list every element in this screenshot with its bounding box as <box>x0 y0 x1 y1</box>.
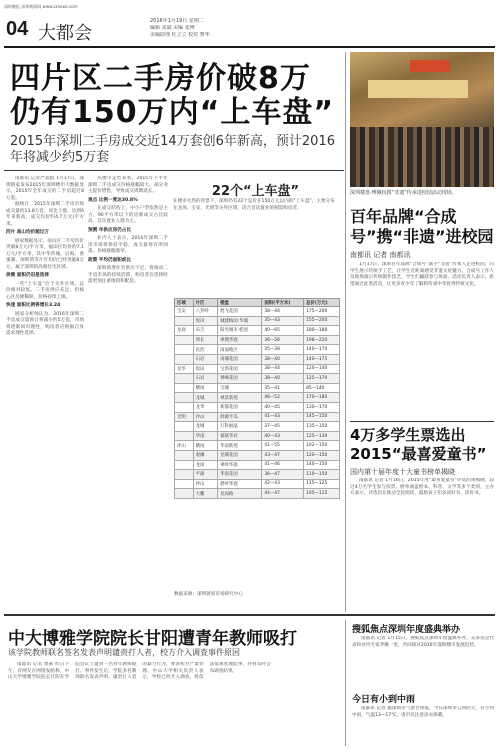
box-title: 22个“上车盘” <box>211 184 300 199</box>
subheading: 观点 比例一度达30.8% <box>88 197 138 203</box>
table-header-row <box>175 299 340 307</box>
table-cell: 140—170 <box>304 345 340 355</box>
right-story2-subhead: 国内第十届年度十大童书榜单揭晓 <box>350 468 455 476</box>
paragraph: 据统计，2015年深圳二手房市场成交量约13.8万套，同比上涨，达到6年来新高，成交均价约4.7万元/平方米。 <box>6 202 84 227</box>
table-cell: 140—175 <box>304 354 340 364</box>
bottom-section-rule <box>4 614 495 616</box>
table-cell: 38—40 <box>262 374 304 384</box>
table-cell: 南面地区 <box>218 345 262 355</box>
table-cell: 大鹏 <box>193 489 218 499</box>
table-cell: 华南花园 <box>218 470 262 480</box>
bottom-column-rule <box>345 620 346 746</box>
paragraph: 链家数据显示，南山区二手房均价突破8万元/平方米，福田区均价约7.1万元/平方米，其中华侨城、后海、香蜜湖、深圳湾等片区均价已经突破8万元，属于深圳的高端住宅区域。 <box>6 238 84 270</box>
table-cell: 坂田 <box>193 316 218 326</box>
right-story4-body <box>352 706 494 746</box>
table-cell: 旭飞花园 <box>218 307 262 317</box>
table-cell: 85—140 <box>304 383 340 393</box>
table-cell: 布吉 <box>193 326 218 336</box>
table-note: 数据来源：深圳链家市场研究中心 <box>174 592 243 597</box>
table-cell <box>175 422 194 432</box>
table-cell: 石岩 <box>193 354 218 364</box>
table-row <box>175 441 340 451</box>
right-story1-headline: 百年品牌“合成号”携“非遗”进校园 <box>350 207 494 246</box>
paragraph: 一些“上车盘”位于关外区域，总价相对较低。二手房供应充足，但核心区房源稀缺，价格持续上涨。 <box>6 281 84 300</box>
table-row <box>175 335 340 345</box>
table-cell: 145—150 <box>304 412 340 422</box>
right-story3-body <box>352 636 494 688</box>
table-cell: 平湖 <box>193 470 218 480</box>
paragraph: 南都讯 记者 据深圳市气象台预报，今日深圳多云到阴天，有小到中雨，气温13—17℃，请市民注意添衣保暖。 <box>352 706 494 718</box>
article-column-1 <box>6 176 84 616</box>
news-photo <box>350 52 494 187</box>
table-body <box>175 307 340 499</box>
table-cell: 135—150 <box>304 422 340 432</box>
table-cell: 宝湾花园 <box>218 364 262 374</box>
table-cell <box>175 335 194 345</box>
edit-line: 编辑 宋斌 美编 张博 <box>150 25 195 31</box>
table-cell: 40—45 <box>262 402 304 412</box>
table-row <box>175 383 340 393</box>
table-cell: 37—45 <box>262 422 304 432</box>
table-row <box>175 307 340 317</box>
table-cell: 43—47 <box>262 450 304 460</box>
table-cell: 38—44 <box>262 307 304 317</box>
table-cell: 41—55 <box>262 441 304 451</box>
listing-table <box>174 298 340 499</box>
table-cell: 44—47 <box>262 489 304 499</box>
table-cell: 龙岗路 <box>218 489 262 499</box>
right-story4-headline: 今日有小到中雨 <box>352 695 416 705</box>
table-cell: 35—43 <box>262 316 304 326</box>
paragraph: 深圳新增住宅供应不足，将推动二手房市场的持续活跃，购房者在选择时需更加注重地段和配套。 <box>88 266 168 284</box>
table-cell <box>175 374 194 384</box>
table-cell: 40—65 <box>262 326 304 336</box>
bottom-headline: 中大博雅学院院长甘阳遭青年教师吸打 <box>8 629 297 649</box>
table-header-cell: 总价(万元) <box>304 299 340 307</box>
bottom-subhead: 该学院教师联名签名发表声明谴责打人者，校方介入调查事件原因 <box>8 648 240 657</box>
table-cell: 42—43 <box>262 479 304 489</box>
subheading: 快速 面积比例将增长3.24 <box>6 303 61 308</box>
header-rule <box>4 46 495 48</box>
table-cell <box>175 316 194 326</box>
table-cell <box>175 450 194 460</box>
table-cell: 坪山 <box>175 441 194 451</box>
table-cell: 125—170 <box>304 374 340 384</box>
table-cell: 36—56 <box>262 335 304 345</box>
table-cell: 35—41 <box>262 383 304 393</box>
table-cell: 宝城 <box>218 383 262 393</box>
right-story2-body <box>350 478 494 588</box>
table-cell: 175—200 <box>304 307 340 317</box>
table-cell: 40—43 <box>262 431 304 441</box>
table-cell: 坪山 <box>193 412 218 422</box>
table-cell: 41—46 <box>262 460 304 470</box>
table-cell <box>175 460 194 470</box>
right-divider-1 <box>350 421 494 422</box>
table-row <box>175 326 340 336</box>
table-cell: 龙城花园 <box>218 450 262 460</box>
table-cell: 130—170 <box>304 402 340 412</box>
table-row <box>175 460 340 470</box>
top-strip: 深圳晚报 深圳新闻网 www.sznews.com <box>4 4 78 9</box>
headline-line-1: 四片区二手房价破8万 <box>10 61 311 96</box>
table-row <box>175 422 340 432</box>
date-line: 2016年1月19日 星期二 <box>150 18 204 24</box>
table-row <box>175 393 340 403</box>
table-cell: 嘉联华府 <box>218 431 262 441</box>
table-cell: 翠岭华庭 <box>218 460 262 470</box>
table-cell: 周长 <box>193 335 218 345</box>
right-story1-subhead: 南都讯 记者 南都讯 <box>350 251 411 259</box>
table-cell: 南城花园 <box>218 354 262 364</box>
table-cell: 石岩 <box>193 374 218 384</box>
table-header-cell: 区域 <box>175 299 194 307</box>
table-cell: 龙城 <box>193 422 218 432</box>
table-cell: 龙岗 <box>193 460 218 470</box>
subheading: 政策 平均仍面积或比 <box>88 257 131 263</box>
table-row <box>175 412 340 422</box>
table-cell: 120—140 <box>304 364 340 374</box>
table-cell: 110—150 <box>304 470 340 480</box>
table-cell: 碧岭华庭 <box>218 479 262 489</box>
table-cell: 115—125 <box>304 479 340 489</box>
byline-paragraph: 南都讯 记者严超群 1月17日，深圳链家发布2015年深圳楼市大数据显示，2015年全年成交的二手房超过8万套。 <box>6 176 84 201</box>
section-number: 04 <box>6 18 29 40</box>
paragraph: 南都讯 记者 樊莉 昨日下午，有网友在网络发帖称，中山大学博雅学院院长甘阳在学院会议上遭到一名青年教师殴打。事件发生后，学院多名教师联名发表声明，谴责打人者的暴力行为，要求校方严肃处理。中山大学相关负责人表示，学校已经介入调查，将依法依规处理此事，并将及时公布调查结果。 <box>8 662 271 680</box>
table-cell <box>175 383 194 393</box>
right-story1-body <box>350 262 494 418</box>
paragraph: 业内人士表示，2016年深圳二手房市场将保持平稳，成交量将有所回落，价格涨幅收窄。 <box>88 236 168 254</box>
subheading: 供需 面积仍旧是选择 <box>6 273 49 278</box>
table-cell: 41—43 <box>262 412 304 422</box>
table-cell: 华南 <box>193 431 218 441</box>
table-cell: 龙华 <box>175 364 194 374</box>
lead-divider <box>4 170 344 171</box>
table-cell: 龙城 <box>193 393 218 403</box>
table-cell: 38—40 <box>262 354 304 364</box>
table-cell <box>175 431 194 441</box>
headline-line-2: 仍有150万内“上车盘” <box>10 95 335 130</box>
table-cell <box>175 470 194 480</box>
table-cell <box>175 489 194 499</box>
table-row <box>175 374 340 384</box>
right-story3-headline: 搜狐焦点深圳年度盛典举办 <box>352 625 461 635</box>
table-cell: 翠拥华庭 <box>218 335 262 345</box>
table-cell: 城建梅园·华城 <box>218 316 262 326</box>
proof-line: 美编助理 杜立立 校对 曹华 <box>150 32 210 38</box>
table-cell: 180—188 <box>304 326 340 336</box>
table-header-cell: 楼盘 <box>218 299 262 307</box>
table-row <box>175 345 340 355</box>
box-intro: 在楼市火热的背景下，深圳仍有22个总价在150万元以内的“上车盘”，主要分布在龙岗、宝安、光明等关外区域，适合首次置业的刚需购房者。 <box>173 199 335 211</box>
table-row <box>175 450 340 460</box>
table-cell: 观澜 <box>193 450 218 460</box>
table-cell: 龙岗 <box>175 326 194 336</box>
table-cell: 155—200 <box>304 316 340 326</box>
paragraph: 南都讯 记者 1月15日，搜狐焦点深圳年度盛典举办，众多房企代表和业内专家齐聚一堂，共同探讨2016年深圳楼市发展趋势。 <box>352 636 494 648</box>
table-cell: 民治 <box>193 345 218 355</box>
table-cell: 36—47 <box>262 470 304 480</box>
table-cell: 125—130 <box>304 431 340 441</box>
table-cell: 102—150 <box>304 441 340 451</box>
table-header-cell: 面积(平方米) <box>262 299 304 307</box>
table-row <box>175 479 340 489</box>
table-cell: 140—150 <box>304 460 340 470</box>
table-cell: 198—220 <box>304 335 340 345</box>
table-cell: 105—115 <box>304 489 340 499</box>
table-header-cell: 片区 <box>193 299 218 307</box>
bottom-story-body <box>8 662 338 746</box>
table-cell: 万科丽晶 <box>218 422 262 432</box>
subheading: 预测 年供应房仍占比 <box>88 227 131 233</box>
table-row <box>175 470 340 480</box>
photo-crowd <box>350 127 494 187</box>
table-cell: 横岗 <box>193 383 218 393</box>
table-row <box>175 354 340 364</box>
paragraph: 在成交结构上，中小户型依然是主力，90平方米以下的房源成交占比较高，首次置业人群为主。 <box>88 206 168 224</box>
table-cell: 坪山 <box>193 479 218 489</box>
table-cell: 横岗 <box>193 441 218 451</box>
table-cell: 华南新苑 <box>218 441 262 451</box>
table-cell: 120—150 <box>304 450 340 460</box>
table-cell: 宝安 <box>175 307 194 317</box>
paragraph: 南都讯 记者 1月16日，2015年度“最喜爱童书”评选结果揭晓，超过4万名学生参与投票。榜单涵盖绘本、科普、文学等多个类别，主办方表示，评选旨在推动全民阅读，鼓励孩子们多读好书、读好书。 <box>350 478 494 496</box>
table-cell <box>175 345 194 355</box>
table-cell: 翠景新苑 <box>218 393 262 403</box>
table-cell: 170—180 <box>304 393 340 403</box>
table-cell: 阳光城市·桂园 <box>218 326 262 336</box>
column-rule <box>345 52 346 612</box>
table-cell <box>175 393 194 403</box>
table-cell <box>175 479 194 489</box>
table-cell: 46—52 <box>262 393 304 403</box>
subheading: 四片 南山均价超过万 <box>6 230 49 235</box>
table-cell: 坂田 <box>193 364 218 374</box>
section-name: 大都会 <box>38 23 92 44</box>
table-cell: 八卦岭 <box>193 307 218 317</box>
table-cell: 38—44 <box>262 364 304 374</box>
table-cell: 新都花园 <box>218 402 262 412</box>
table-cell: 翠峰花园 <box>218 374 262 384</box>
table-row <box>175 402 340 412</box>
table-cell: 光明 <box>175 412 194 422</box>
right-story2-headline: 4万多学生票选出2015“最喜爱童书” <box>350 426 487 463</box>
paragraph: 1月17日，深圳百年品牌“合成号”联手“非遗”传承人走进校园，向学生展示传统手工艺，让学生近距离感受非遗文化魅力。合成号工作人员现场演示传统制作技艺，学生们踊跃参与体验。活动负责人表示，希望通过此类活动，让更多青少年了解和传承中华优秀传统文化。 <box>350 262 494 287</box>
table-cell: 35—38 <box>262 345 304 355</box>
photo-banner <box>368 80 468 98</box>
table-cell <box>175 402 194 412</box>
table-row <box>175 431 340 441</box>
table-cell: 鸿源半岛 <box>218 412 262 422</box>
table-row <box>175 489 340 499</box>
masthead-info <box>150 18 350 39</box>
lead-headline <box>10 62 340 130</box>
photo-sign <box>410 60 450 72</box>
table-row <box>175 364 340 374</box>
table-row <box>175 316 340 326</box>
photo-caption: 深圳楼盘·傅佩杭摄“非遗”传承进校园活动现场。 <box>350 190 457 196</box>
paragraph: 链家分析师认为，2016年深圳二手房成交量预计将减少约5万套，市场将逐渐回归理性，购房者应根据自身需求理性选择。 <box>6 311 84 336</box>
paragraph: 从楼市走势来看，2015年下半年深圳二手房成交价格涨幅较大，部分业主提价惜售，导致成交周期延长。 <box>88 176 168 194</box>
table-cell: 龙华 <box>193 402 218 412</box>
table-cell <box>175 354 194 364</box>
article-column-2 <box>88 176 168 616</box>
lead-subhead: 2015年深圳二手房成交近14万套创6年新高，预计2016年将减少约5万套 <box>10 134 335 165</box>
